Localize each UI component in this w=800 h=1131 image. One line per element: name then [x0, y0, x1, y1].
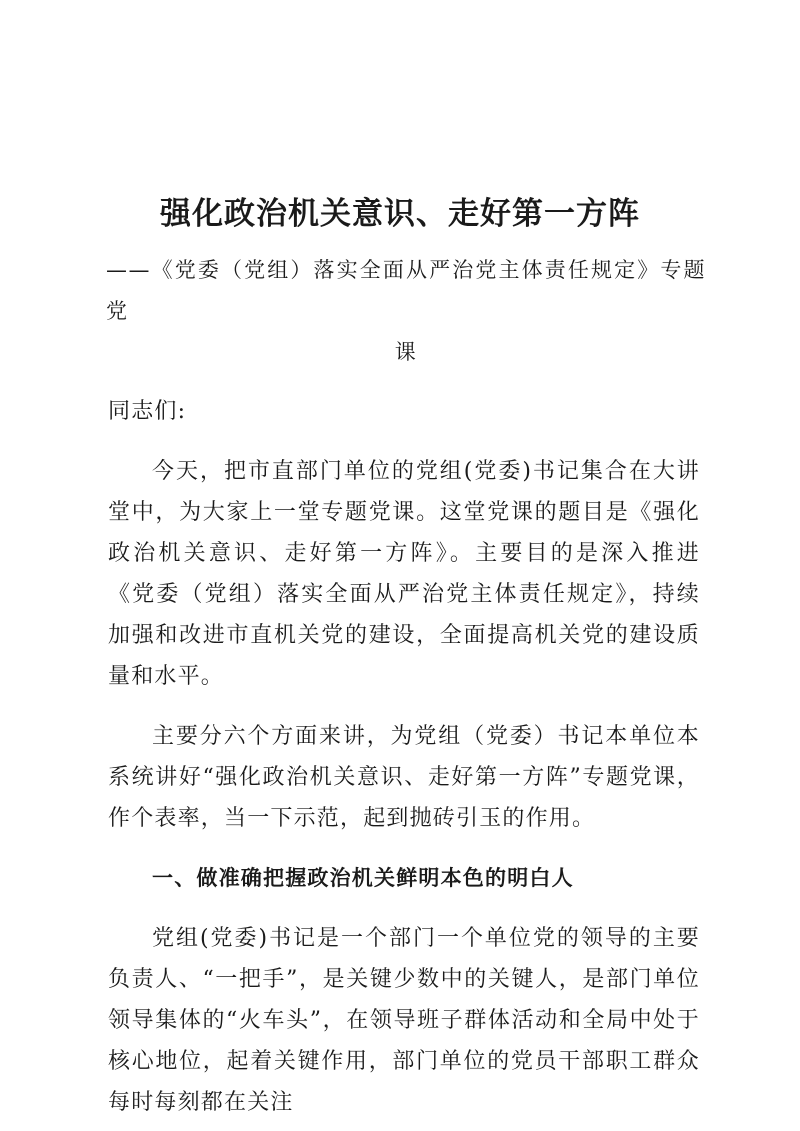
- document-title: 强化政治机关意识、走好第一方阵: [160, 196, 640, 232]
- subtitle-tail: 课: [394, 340, 418, 364]
- paragraph-intro: 今天，把市直部门单位的党组(党委)书记集合在大讲堂中，为大家上一堂专题党课。这堂党课的题目是《强化政治机关意识、走好第一方阵》。主要目的是深入推进《党委（党组）落实全面从严治党主体责任规定》，持续加强和改进市直机关党的建设，全面提高机关党的建设质量和水平。: [108, 459, 700, 689]
- subtitle-main: ——《党委（党组）落实全面从严治党主体责任规定》专题党: [106, 258, 706, 323]
- section-heading: 一、做准确把握政治机关鲜明本色的明白人: [152, 866, 574, 890]
- document-body: [108, 380, 700, 1123]
- section-paragraph: 党组(党委)书记是一个部门一个单位党的领导的主要负责人、“一把手”，是关键少数中的关键人，是部门单位领导集体的“火车头”，在领导班子群体活动和全局中处于核心地位，起着关键作用，部门单位的党员干部职工群众每时每刻都在关注: [108, 926, 700, 1115]
- document-subtitle: [106, 250, 706, 373]
- greeting: 同志们:: [108, 399, 187, 424]
- paragraph-outline: 主要分六个方面来讲，为党组（党委）书记本单位本系统讲好“强化政治机关意识、走好第一方阵”专题党课，作个表率，当一下示范，起到抛砖引玉的作用。: [108, 724, 700, 831]
